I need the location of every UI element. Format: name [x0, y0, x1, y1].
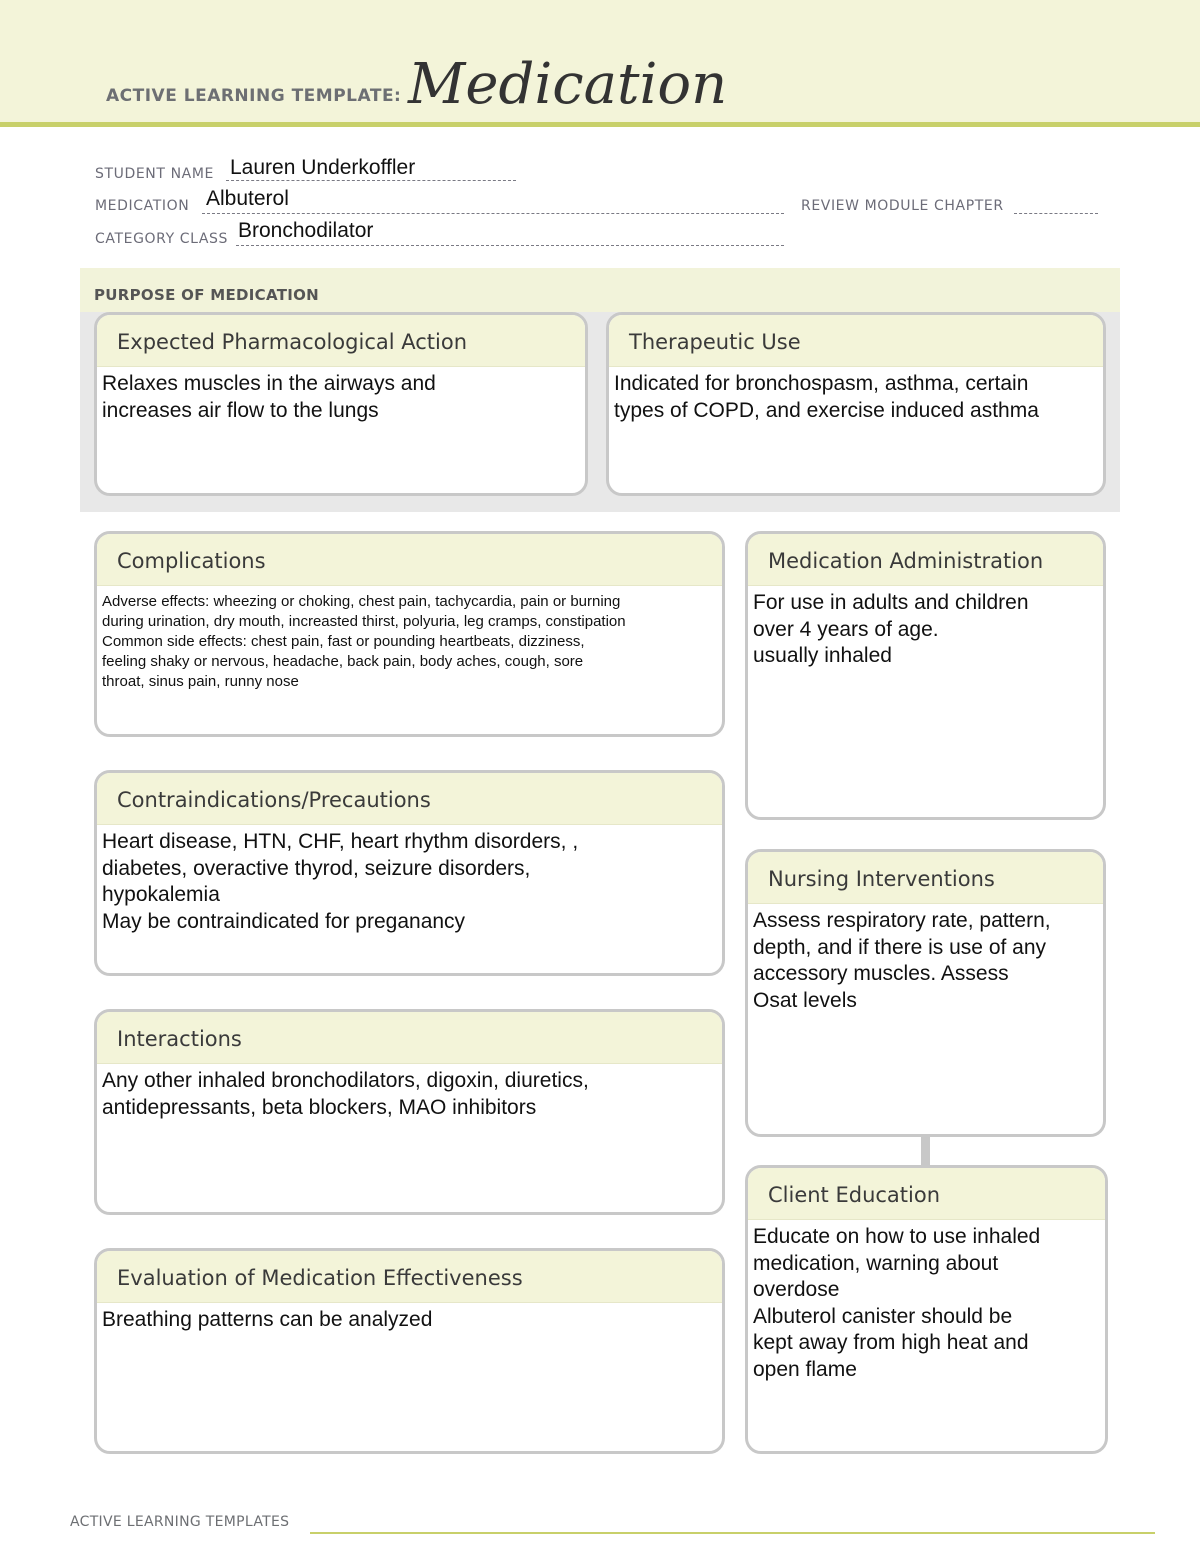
- evaluation-card: [94, 1248, 725, 1454]
- purpose-title: PURPOSE OF MEDICATION: [94, 286, 320, 304]
- complications-text[interactable]: Adverse effects: wheezing or choking, chest pain, tachycardia, pain or burning during urination, dry mouth, increasted thirst, polyuria, leg cramps, constipation Common side effects: chest pain, fast or pounding heartbeats, dizziness, feeling shaky or nervous, headache, back pain, body aches, cough, sore throat, sinus pain, runny nose: [102, 593, 626, 690]
- client-education-title: Client Education: [748, 1168, 1105, 1220]
- complications-title: Complications: [97, 534, 722, 586]
- contraindications-text[interactable]: Heart disease, HTN, CHF, heart rhythm disorders, , diabetes, overactive thyrod, seizure disorders, hypokalemia May be contraindicated for preganancy: [102, 830, 579, 933]
- card-connector: [921, 1134, 930, 1166]
- page-title: Medication: [408, 52, 728, 117]
- contraindications-title: Contraindications/Precautions: [97, 773, 722, 825]
- expected-action-title: Expected Pharmacological Action: [97, 315, 585, 367]
- student-name-label: STUDENT NAME: [95, 166, 214, 182]
- category-class-line: [236, 245, 784, 246]
- review-module-line: [1014, 213, 1098, 214]
- client-education-text[interactable]: Educate on how to use inhaled medication, warning about overdose Albuterol canister should be kept away from high heat and open flame: [753, 1225, 1041, 1381]
- template-label: ACTIVE LEARNING TEMPLATE:: [106, 86, 402, 106]
- nursing-interventions-card: [745, 849, 1106, 1137]
- nursing-interventions-text[interactable]: Assess respiratory rate, pattern, depth, and if there is use of any accessory muscles. Assess Osat levels: [753, 909, 1051, 1012]
- expected-action-text[interactable]: Relaxes muscles in the airways and increases air flow to the lungs: [102, 372, 436, 422]
- therapeutic-use-text[interactable]: Indicated for bronchospasm, asthma, certain types of COPD, and exercise induced asthma: [614, 372, 1039, 422]
- interactions-card: [94, 1009, 725, 1215]
- footer-text: ACTIVE LEARNING TEMPLATES: [70, 1514, 290, 1530]
- complications-card: [94, 531, 725, 737]
- therapeutic-use-card: [606, 312, 1106, 496]
- contraindications-card: [94, 770, 725, 976]
- evaluation-text[interactable]: Breathing patterns can be analyzed: [102, 1308, 433, 1331]
- medication-line: [202, 213, 784, 214]
- category-class-field[interactable]: Bronchodilator: [238, 219, 374, 242]
- nursing-interventions-title: Nursing Interventions: [748, 852, 1103, 904]
- medication-label: MEDICATION: [95, 198, 190, 214]
- student-name-line: [226, 180, 516, 181]
- medication-administration-title: Medication Administration: [748, 534, 1103, 586]
- interactions-text[interactable]: Any other inhaled bronchodilators, digoxin, diuretics, antidepressants, beta blockers, MAO inhibitors: [102, 1069, 589, 1119]
- client-education-card: [745, 1165, 1108, 1454]
- medication-administration-card: [745, 531, 1106, 820]
- medication-administration-text[interactable]: For use in adults and children over 4 years of age. usually inhaled: [753, 591, 1029, 667]
- header-rule: [0, 122, 1200, 127]
- student-name-field[interactable]: Lauren Underkoffler: [230, 156, 416, 179]
- interactions-title: Interactions: [97, 1012, 722, 1064]
- expected-action-card: [94, 312, 588, 496]
- therapeutic-use-title: Therapeutic Use: [609, 315, 1103, 367]
- review-module-label: REVIEW MODULE CHAPTER: [801, 198, 1004, 214]
- category-class-label: CATEGORY CLASS: [95, 231, 229, 247]
- medication-field[interactable]: Albuterol: [206, 187, 289, 210]
- evaluation-title: Evaluation of Medication Effectiveness: [97, 1251, 722, 1303]
- footer-rule: [310, 1532, 1155, 1534]
